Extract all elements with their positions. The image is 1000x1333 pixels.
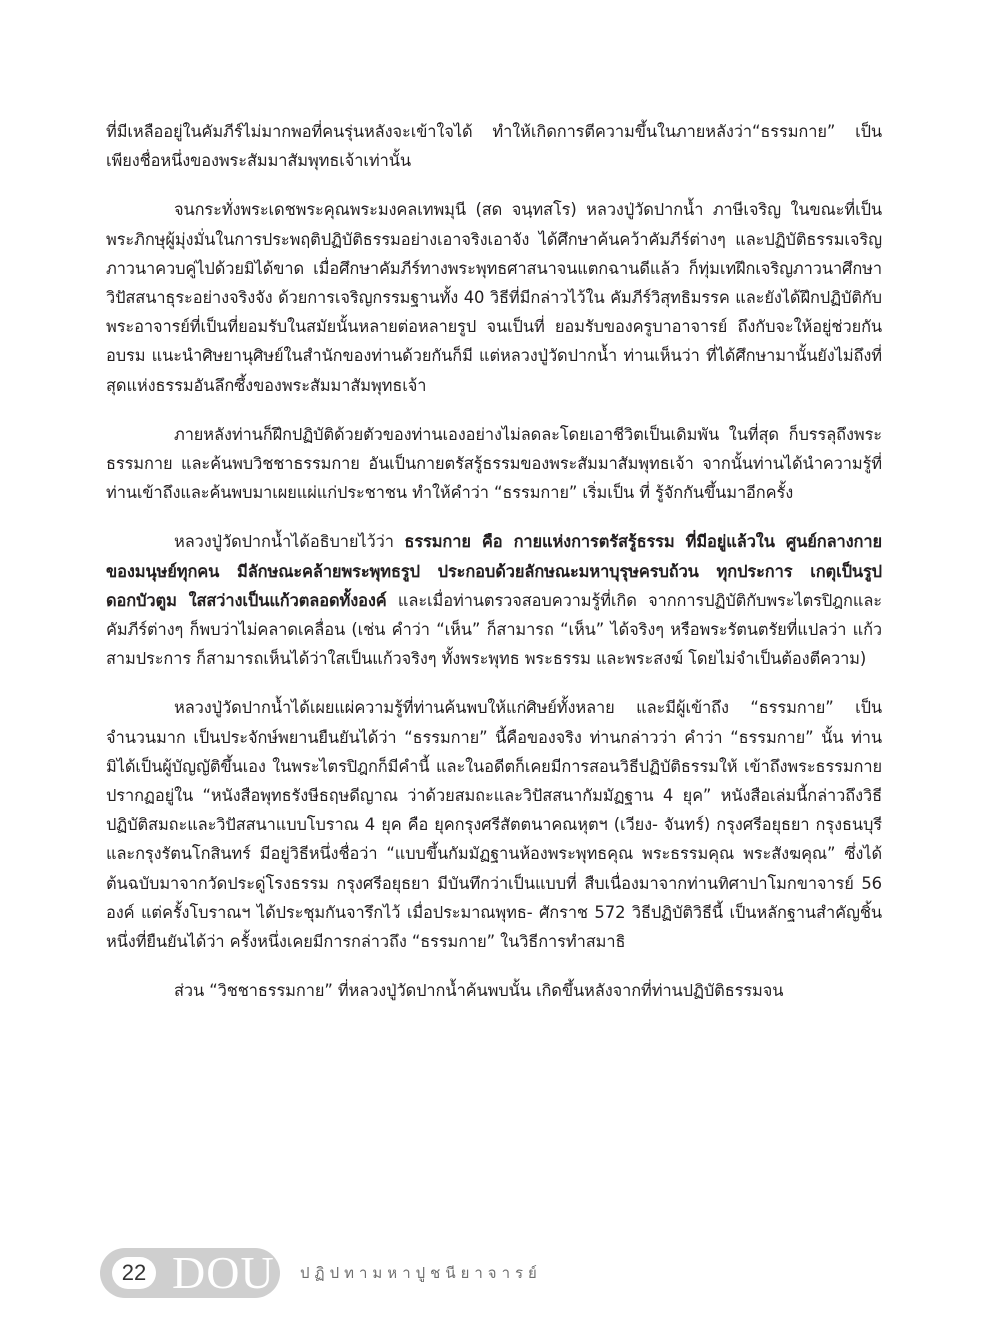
dou-logo: DOU [172,1247,275,1298]
page-number: 22 [112,1257,156,1289]
book-title: ปฏิปทามหาปูชนียาจารย์ [300,1264,542,1282]
definition-bold: ธรรมกาย คือ กายแห่งการตรัสรู้ธรรม ที่มีอยู่แล้วใน ศูนย์กลางกายของมนุษย์ทุกคน มีลักษณะคล้ายพระพุทธรูป ประกอบด้วยลักษณะมหาบุรุษครบถ้วน ทุกประการ เกตุเป็นรูปดอกบัวตูม ใสสว่างเป็นแก้วตลอดทั้งองค์ [106,532,882,610]
page-footer [100,1248,900,1300]
page-badge [100,1248,280,1298]
paragraph-luang-pu-study: จนกระทั่งพระเดชพระคุณพระมงคลเทพมุนี (สด จนฺทสโร) หลวงปู่วัดปากน้ำ ภาษีเจริญ ในขณะที่เป็นพระภิกษุผู้มุ่งมั่นในการประพฤติปฏิบัติธรรมอย่างเอาจริงเอาจัง ได้ศึกษาค้นคว้าคัมภีร์ต่างๆ และปฏิบัติธรรมเจริญภาวนาควบคู่ไปด้วยมิได้ขาด เมื่อศึกษาคัมภีร์ทางพระพุทธศาสนาจนแตกฉานดีแล้ว ก็ทุ่มเทฝึกเจริญภาวนาศึกษาวิปัสสนาธุระอย่างจริงจัง ด้วยการเจริญกรรมฐานทั้ง 40 วิธีที่มีกล่าวไว้ใน คัมภีร์วิสุทธิมรรค และยังได้ฝึกปฏิบัติกับพระอาจารย์ที่เป็นที่ยอมรับในสมัยนั้นหลายต่อหลายรูป จนเป็นที่ ยอมรับของครูบาอาจารย์ ถึงกับจะให้อยู่ช่วยกันอบรม แนะนำศิษยานุศิษย์ในสำนักของท่านด้วยกันก็มี แต่หลวงปู่วัดปากน้ำ ท่านเห็นว่า ที่ได้ศึกษามานั้นยังไม่ถึงที่สุดแห่งธรรมอันลึกซึ้งของพระสัมมาสัมพุทธเจ้า [106,200,882,395]
paragraph-vijja: ส่วน “วิชชาธรรมกาย” ที่หลวงปู่วัดปากน้ำค้นพบนั้น เกิดขึ้นหลังจากที่ท่านปฏิบัติธรรมจน [174,981,784,1001]
paragraph-evidence: หลวงปู่วัดปากน้ำได้เผยแผ่ความรู้ที่ท่านค้นพบให้แก่ศิษย์ทั้งหลาย และมีผู้เข้าถึง “ธรรมกาย” เป็นจำนวนมาก เป็นประจักษ์พยานยืนยันได้ว่า “ธรรมกาย” นี้คือของจริง ท่านกล่าวว่า คำว่า “ธรรมกาย” นั้น ท่านมิได้เป็นผู้บัญญัติขึ้นเอง ในพระไตรปิฎกก็มีคำนี้ และในอดีตก็เคยมีการสอนวิธีปฏิบัติธรรมให้ เข้าถึงพระธรรมกาย ปรากฏอยู่ใน “หนังสือพุทธรังษีธฤษดีญาณ ว่าด้วยสมถะและวิปัสสนากัมมัฏฐาน 4 ยุค” หนังสือเล่มนี้กล่าวถึงวิธีปฏิบัติสมถะและวิปัสสนาแบบโบราณ 4 ยุค คือ ยุคกรุงศรีสัตตนาคณหุตฯ (เวียง- จันทร์) กรุงศรีอยุธยา กรุงธนบุรี และกรุงรัตนโกสินทร์ มีอยู่วิธีหนึ่งชื่อว่า “แบบขึ้นกัมมัฏฐานห้องพระพุทธคุณ พระธรรมคุณ พระสังฆคุณ” ซึ่งได้ต้นฉบับมาจากวัดประดู่โรงธรรม กรุงศรีอยุธยา มีบันทึกว่าเป็นแบบที่ สืบเนื่องมาจากท่านทิศาปาโมกขาจารย์ 56 องค์ แต่ครั้งโบราณฯ ได้ประชุมกันจารึกไว้ เมื่อประมาณพุทธ- ศักราช 572 วิธีปฏิบัติวิธีนี้ เป็นหลักฐานสำคัญชิ้นหนึ่งที่ยืนยันได้ว่า ครั้งหนึ่งเคยมีการกล่าวถึง “ธรรมกาย” ในวิธีการทำสมาธิ [106,698,882,952]
paragraph-continuation: ที่มีเหลืออยู่ในคัมภีร์ไม่มากพอที่คนรุ่นหลังจะเข้าใจได้ ทำให้เกิดการตีความขึ้นในภายหลังว่า“ธรรมกาย” เป็นเพียงชื่อหนึ่งของพระสัมมาสัมพุทธเจ้าเท่านั้น [106,122,882,171]
definition-lead: หลวงปู่วัดปากน้ำได้อธิบายไว้ว่า [174,532,405,552]
page-body [106,117,882,1025]
definition-tail: และเมื่อท่านตรวจสอบความรู้ที่เกิด จากการปฏิบัติกับพระไตรปิฎกและคัมภีร์ต่างๆ ก็พบว่าไม่คลาดเคลื่อน (เช่น คำว่า “เห็น” ก็สามารถ “เห็น” ได้จริงๆ หรือพระรัตนตรัยที่แปลว่า แก้วสามประการ ก็สามารถเห็นได้ว่าใสเป็นแก้วจริงๆ ทั้งพระพุทธ พระธรรม และพระสงฆ์ โดยไม่จำเป็นต้องตีความ) [106,590,882,669]
paragraph-attainment: ภายหลังท่านก็ฝึกปฏิบัติด้วยตัวของท่านเองอย่างไม่ลดละโดยเอาชีวิตเป็นเดิมพัน ในที่สุด ก็บรรลุถึงพระธรรมกาย และค้นพบวิชชาธรรมกาย อันเป็นกายตรัสรู้ธรรมของพระสัมมาสัมพุทธเจ้า จากนั้นท่านได้นำความรู้ที่ท่านเข้าถึงและค้นพบมาเผยแผ่แก่ประชาชน ทำให้คำว่า “ธรรมกาย” เริ่มเป็น ที่ รู้จักกันขึ้นมาอีกครั้ง [106,424,882,503]
paragraph-definition [106,527,882,673]
